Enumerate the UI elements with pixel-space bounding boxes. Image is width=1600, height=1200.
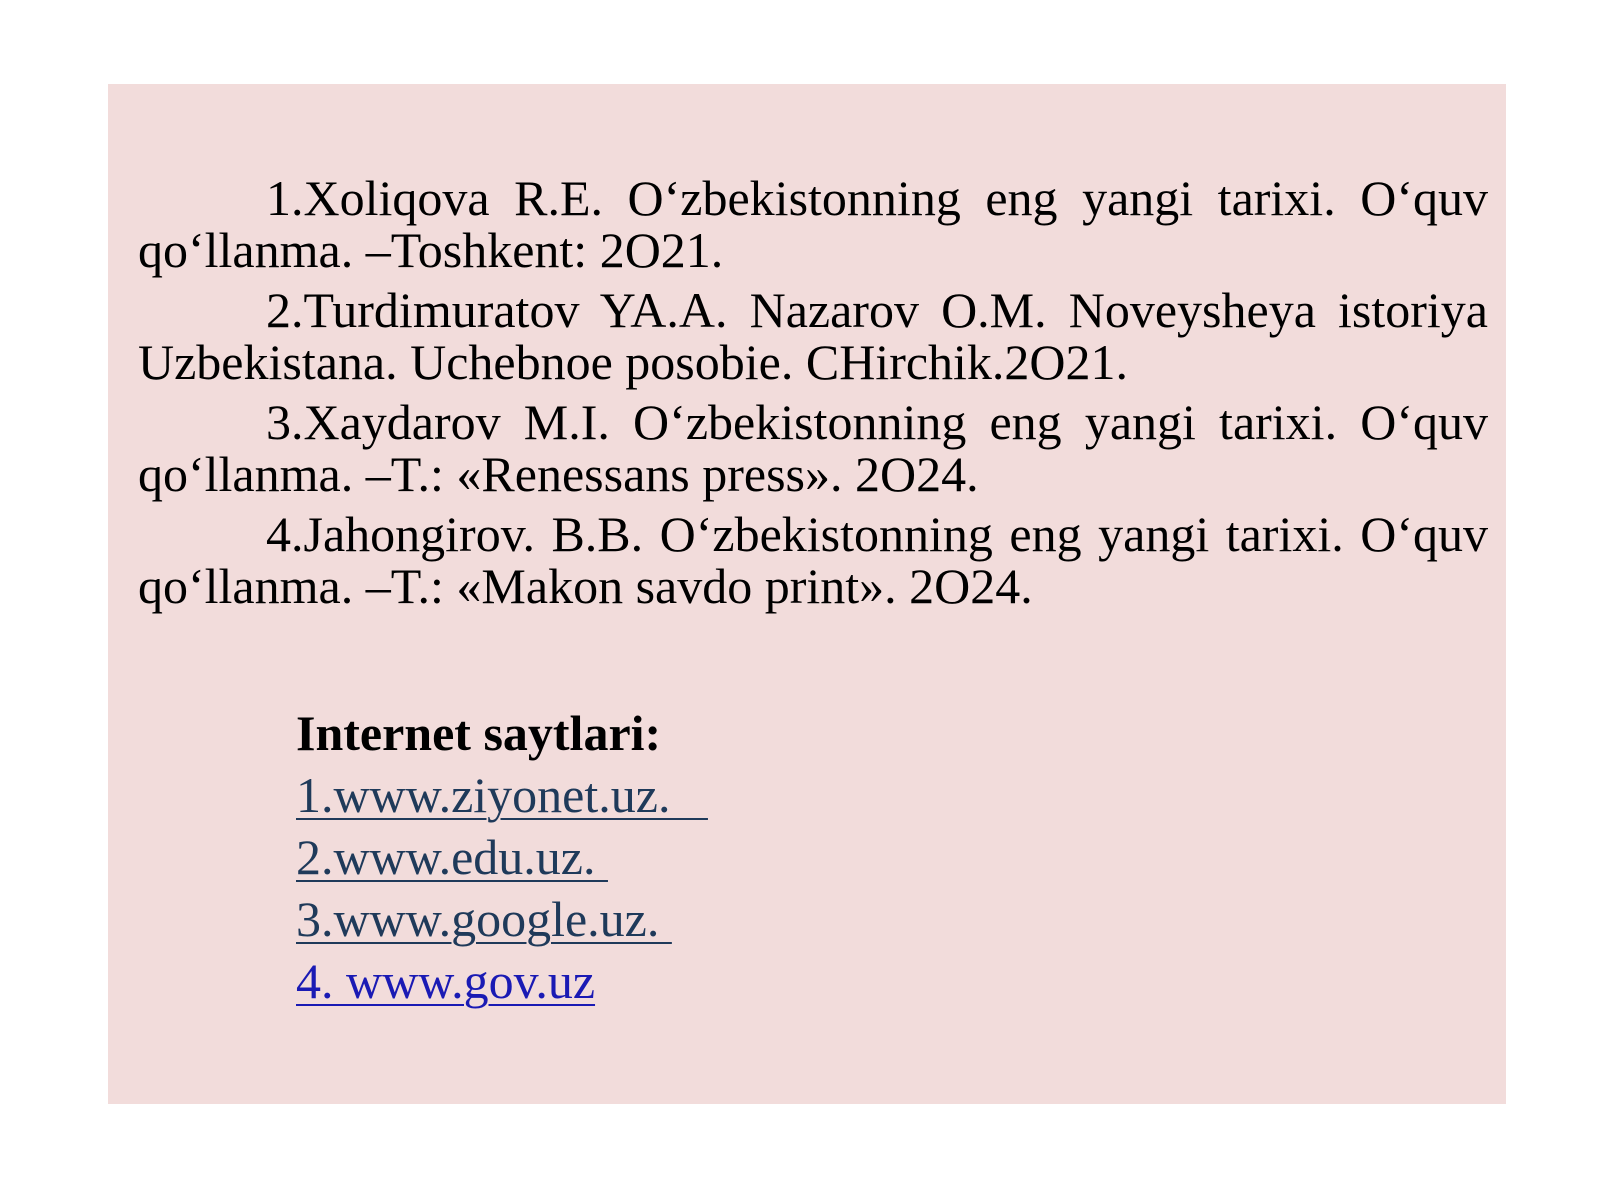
reference-item: 1.Xoliqova R.E. O‘zbekistonning eng yangi tarixi. O‘quv qo‘llanma. –Toshkent: 2O21. xyxy=(138,170,1488,278)
references-list xyxy=(138,172,1488,620)
site-link-google[interactable]: 3.www.google.uz. xyxy=(296,891,672,947)
internet-sites-section xyxy=(296,702,708,1012)
reference-item: 4.Jahongirov. B.B. O‘zbekistonning eng yangi tarixi. O‘quv qo‘llanma. –T.: «Makon savdo print». 2O24. xyxy=(138,506,1488,614)
reference-item: 2.Turdimuratov YA.A. Nazarov O.M. Noveysheya istoriya Uzbekistana. Uchebnoe posobie. CHirchik.2O21. xyxy=(138,282,1488,390)
internet-sites-heading: Internet saytlari: xyxy=(296,705,662,761)
site-link-gov[interactable]: 4. www.gov.uz xyxy=(296,953,596,1009)
site-link-ziyonet[interactable]: 1.www.ziyonet.uz. xyxy=(296,767,708,823)
site-link-edu[interactable]: 2.www.edu.uz. xyxy=(296,829,608,885)
reference-item: 3.Xaydarov M.I. O‘zbekistonning eng yangi tarixi. O‘quv qo‘llanma. –T.: «Renessans press». 2O24. xyxy=(138,394,1488,502)
